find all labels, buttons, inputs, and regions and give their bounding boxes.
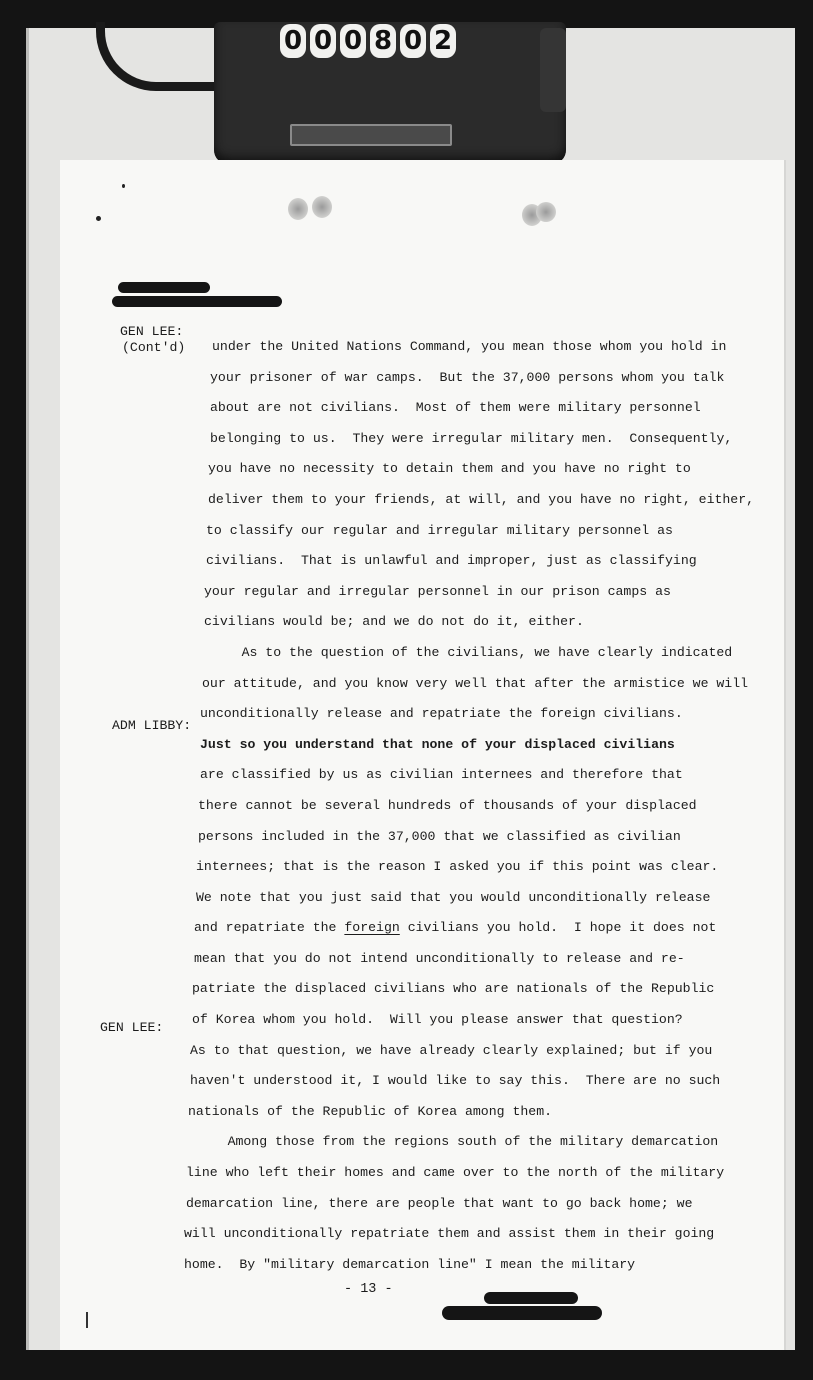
text-line: your prisoner of war camps. But the 37,000 persons whom you talk [210, 369, 725, 385]
text-line: your regular and irregular personnel in our prison camps as [204, 583, 671, 599]
text-line: of Korea whom you hold. Will you please answer that question? [192, 1012, 683, 1028]
text-line: to classify our regular and irregular military personnel as [206, 522, 673, 538]
frame-counter-digits [280, 24, 456, 58]
speaker-label: ADM LIBBY: [112, 718, 192, 733]
text-line: Just so you understand that none of your displaced civilians [200, 736, 675, 752]
speck [122, 184, 125, 188]
text-line: you have no necessity to detain them and you have no right to [208, 461, 691, 477]
transcript-body [100, 332, 755, 1280]
text-line: internees; that is the reason I asked you if this point was clear. [196, 859, 719, 875]
text-line: there cannot be several hundreds of thousands of your displaced [198, 797, 697, 813]
text-line: Among those from the regions south of the military demarcation [188, 1134, 719, 1150]
underlined-word: foreign [344, 920, 400, 936]
text-line: under the United Nations Command, you mean those whom you hold in [212, 339, 727, 354]
text-segment: civilians you hold. I hope it does not [399, 920, 717, 936]
classification-redaction-bottom [484, 1292, 578, 1304]
text-line: are classified by us as civilian internees and therefore that [200, 767, 683, 783]
counter-plate [290, 124, 452, 146]
classification-redaction-top [118, 282, 210, 293]
text-line: patriate the displaced civilians who are nationals of the Republic [192, 981, 715, 997]
counter-digit: 8 [370, 24, 396, 58]
text-line: demarcation line, there are people that want to go back home; we [186, 1195, 693, 1211]
text-line: As to that question, we have already clearly explained; but if you [190, 1042, 713, 1058]
speck [96, 216, 101, 221]
text-line: As to the question of the civilians, we have clearly indicated [202, 644, 733, 660]
text-line: our attitude, and you know very well that after the armistice we will [202, 675, 749, 691]
speaker-label-cont: (Cont'd) [122, 340, 186, 355]
classification-redaction-top [112, 296, 282, 307]
text-line: nationals of the Republic of Korea among them. [188, 1103, 553, 1119]
punch-hole [536, 202, 556, 222]
text-line: civilians would be; and we do not do it, either. [204, 614, 584, 630]
counter-digit: 2 [430, 24, 456, 58]
text-line: belonging to us. They were irregular military men. Consequently, [210, 430, 733, 446]
text-line: civilians. That is unlawful and improper, just as classifying [206, 553, 697, 569]
text-line: home. By "military demarcation line" I mean the military [184, 1256, 636, 1272]
text-line: line who left their homes and came over to the north of the military [186, 1165, 725, 1181]
speaker-label: GEN LEE: [100, 1020, 164, 1035]
text-line: haven't understood it, I would like to say this. There are no such [190, 1073, 721, 1089]
text-line: deliver them to your friends, at will, and you have no right, either, [208, 491, 755, 507]
edge-mark [86, 1312, 88, 1328]
text-line: will unconditionally repatriate them and assist them in their going [184, 1226, 715, 1242]
counter-digit: 0 [400, 24, 426, 58]
punch-hole [288, 198, 308, 220]
counter-knob [540, 28, 566, 112]
counter-digit: 0 [310, 24, 336, 58]
page-number: - 13 - [344, 1282, 393, 1297]
speaker-label: GEN LEE: [120, 324, 184, 339]
text-line: unconditionally release and repatriate the foreign civilians. [200, 706, 683, 722]
classification-redaction-bottom [442, 1306, 602, 1320]
text-line: We note that you just said that you would unconditionally release [196, 889, 711, 905]
text-line: mean that you do not intend unconditionally to release and re- [194, 950, 685, 966]
text-segment: and repatriate the [194, 920, 345, 936]
text-line: persons included in the 37,000 that we classified as civilian [198, 828, 681, 844]
counter-digit: 0 [340, 24, 366, 58]
text-line: about are not civilians. Most of them were military personnel [210, 400, 701, 416]
punch-hole [312, 196, 332, 218]
counter-digit: 0 [280, 24, 306, 58]
text-line [194, 913, 813, 944]
